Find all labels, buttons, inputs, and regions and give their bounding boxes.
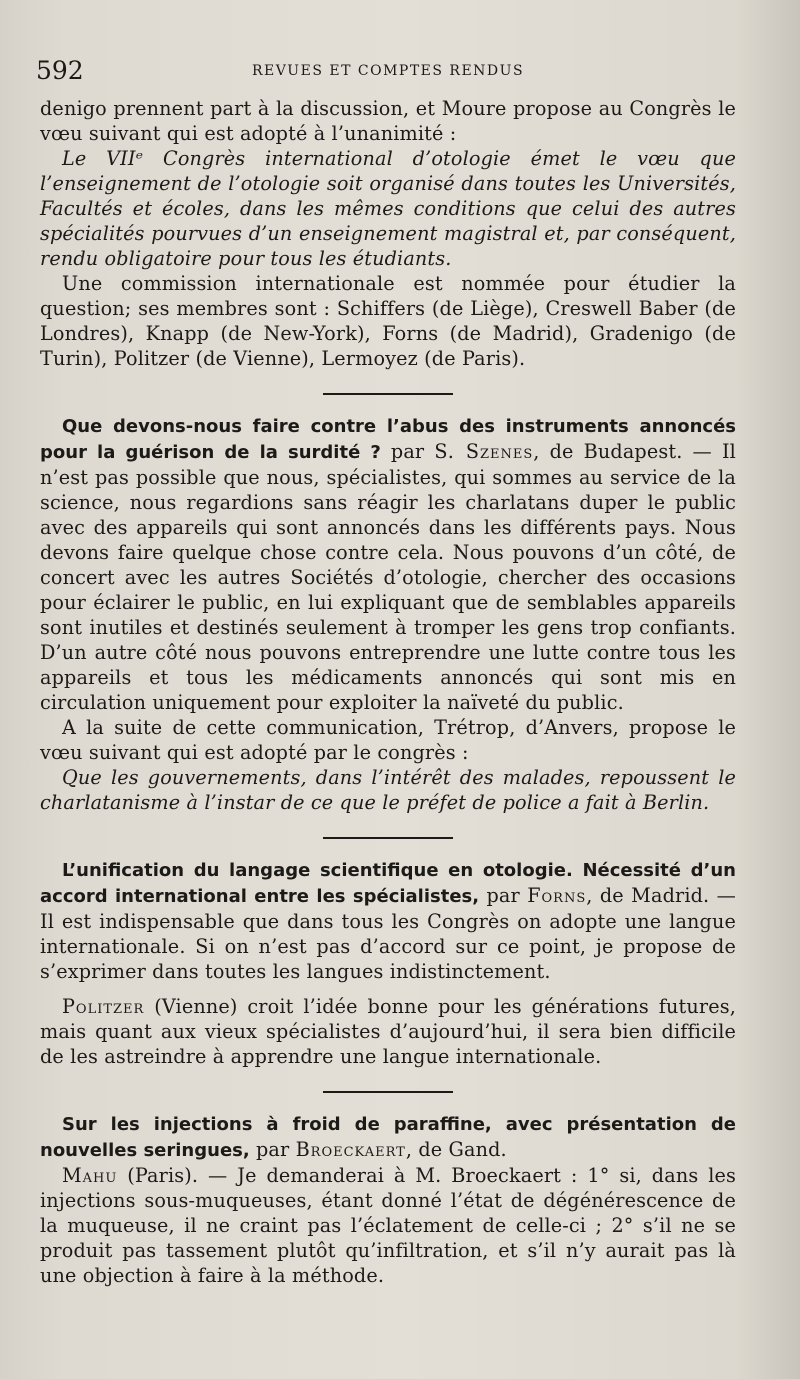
author-name: Politzer	[62, 995, 145, 1018]
section-title: Sur les injections à froid de paraffine, avec présentation de nouvelles seringues,	[40, 1114, 736, 1161]
section-divider	[323, 393, 453, 395]
author-name: Forns	[527, 884, 587, 907]
page-number: 592	[36, 56, 84, 85]
author-name: S. Szenes	[434, 440, 534, 463]
section-intro-szenes: Que devons-nous faire contre l’abus des instruments annoncés pour la guérison de la surdité ? par S. Szenes, de Budapest. — Il n’est pas possible que nous, spécialistes, qui sommes au service de la science, nous regardions sans réagir les charlatans duper le public avec des appareils qui sont annoncés dans les différents pays. Nous devons faire quelque chose contre cela. Nous pouvons d’un côté, de concert avec les autres Sociétés d’otologie, chercher des occasions pour éclairer le public, en lui expliquant que de semblables appareils sont inutiles et destinés seulement à tromper les gens trop confiants. D’un autre côté nous pouvons entreprendre une lutte contre tous les appareils et tous les médicaments annoncés qui sont mis en circulation uniquement pour exploiter la naïveté du public.	[40, 416, 736, 714]
section-intro-broeckaert: Sur les injections à froid de paraffine, avec présentation de nouvelles seringues, par Broeckaert, de Gand.	[40, 1114, 736, 1161]
section-title: Que devons-nous faire contre l’abus des instruments annoncés pour la guérison de la surdité ?	[40, 416, 736, 463]
section-title: L’unification du langage scientifique en otologie. Nécessité d’un accord international entre les spécialistes,	[40, 860, 736, 907]
page-header	[36, 56, 740, 90]
paragraph: denigo prennent part à la discussion, et Moure propose au Congrès le vœu suivant qui est adopté à l’unanimité :	[40, 97, 736, 145]
section-divider	[323, 1091, 453, 1093]
paragraph: A la suite de cette communication, Trétrop, d’Anvers, propose le vœu suivant qui est adopté par le congrès :	[40, 716, 736, 764]
section-intro-forns: L’unification du langage scientifique en otologie. Nécessité d’un accord international entre les spécialistes, par Forns, de Madrid. — Il est indispensable que dans tous les Congrès on adopte une langue internationale. Si on n’est pas d’accord sur ce point, je propose de s’exprimer dans toutes les langues indistinctement.	[40, 860, 737, 983]
paragraph-politzer: Politzer (Vienne) croit l’idée bonne pour les générations futures, mais quant aux vieux spécialistes d’aujourd’hui, il sera bien difficile de les astreindre à apprendre une langue internationale.	[40, 995, 736, 1068]
paragraph-mahu: Mahu (Paris). — Je demanderai à M. Broeckaert : 1° si, dans les injections sous-muqueuses, étant donné l’état de dégénérescence de la muqueuse, il ne craint pas l’éclatement de celle-ci ; 2° s’il ne se produit pas tassement plutôt qu’infiltration, et s’il n’y aurait pas là une objection à faire à la méthode.	[40, 1164, 736, 1287]
author-name: Mahu	[62, 1164, 118, 1187]
paragraph: Il est indispensable que dans tous les Congrès on adopte une langue internationale. Si on n’est pas d’accord sur ce point, je propose de s’exprimer dans toutes les langues indistinctement.	[40, 910, 736, 983]
page-body	[40, 96, 736, 1288]
paragraph: Il n’est pas possible que nous, spécialistes, qui sommes au service de la science, nous regardions sans réagir les charlatans duper le public avec des appareils qui sont annoncés dans les différents pays. Nous devons faire quelque chose contre cela. Nous pouvons d’un côté, de concert avec les autres Sociétés d’otologie, chercher des occasions pour éclairer le public, en lui expliquant que de semblables appareils sont inutiles et destinés seulement à tromper les gens trop confiants. D’un autre côté nous pouvons entreprendre une lutte contre tous les appareils et tous les médicaments annoncés qui sont mis en circulation uniquement pour exploiter la naïveté du public.	[40, 440, 736, 714]
running-head: REVUES ET COMPTES RENDUS	[251, 63, 525, 79]
section-divider	[323, 837, 453, 839]
resolution-text: Que les gouvernements, dans l’intérêt des malades, repoussent le charlatanisme à l’instar de ce que le préfet de police a fait à Berlin.	[40, 766, 736, 814]
paragraph: Une commission internationale est nommée pour étudier la question; ses membres sont : Schiffers (de Liège), Creswell Baber (de Londres), Knapp (de New-York), Forns (de Madrid), Gradenigo (de Turin), Politzer (de Vienne), Lermoyez (de Paris).	[40, 272, 736, 370]
author-name: Broeckaert	[295, 1138, 406, 1161]
resolution-text: Le VIIᵉ Congrès international d’otologie émet le vœu que l’enseignement de l’otologie soit organisé dans toutes les Universités, Facultés et écoles, dans les mêmes conditions que celui des autres spécialités pourvues d’un enseignement magistral et, par conséquent, rendu obligatoire pour tous les étudiants.	[40, 147, 736, 270]
